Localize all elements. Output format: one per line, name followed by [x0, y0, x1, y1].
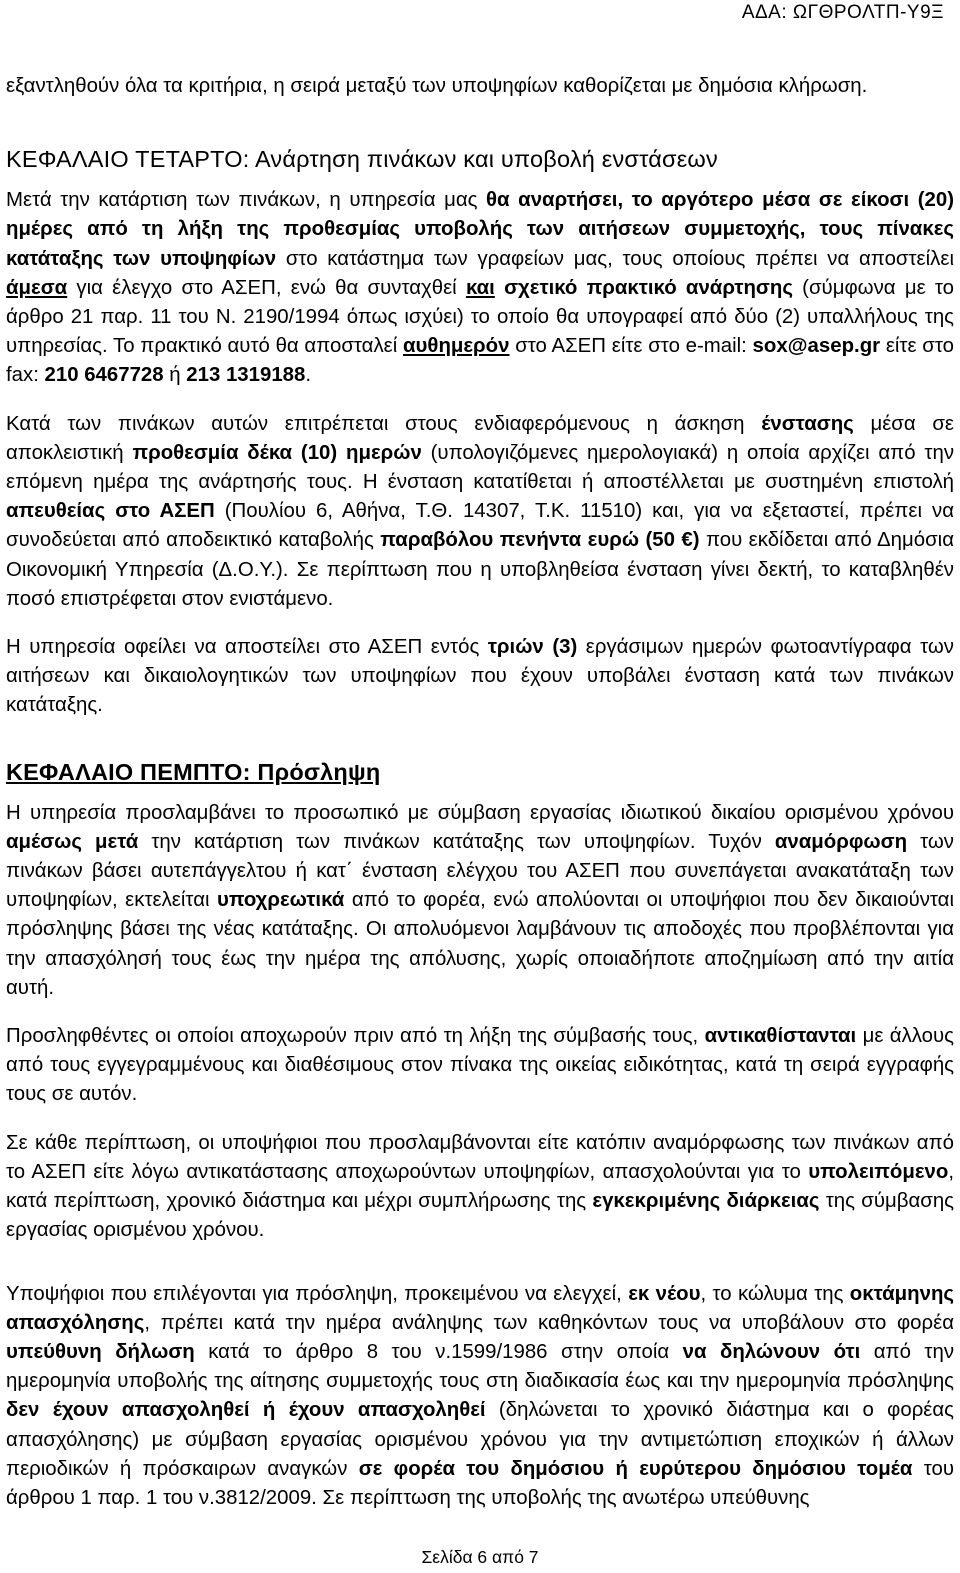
- chapter5-paragraph-1: [6, 799, 954, 1003]
- text-run: (υπολογιζόμενες ημερολογιακά) η οποία αρχίζει από την επόμενη ημέρα της ανάρτησής τους. Η ένσταση κατατίθεται ή αποστέλλεται με συστημένη επιστολή: [6, 441, 955, 494]
- bold-run: ένστασης: [761, 412, 854, 435]
- bold-run: να δηλώνουν ότι: [682, 1340, 861, 1363]
- underline-run: αυθημερόν: [403, 335, 510, 358]
- text-run: , το κώλυμα της: [700, 1282, 850, 1305]
- text-run: , κατά περίπτωση, χρονικό διάστημα και μέχρι συμπλήρωσης της: [6, 1160, 954, 1213]
- underline-run: και: [465, 276, 495, 299]
- text-run: Σε κάθε περίπτωση, οι υποψήφιοι που προσλαμβάνονται είτε κατόπιν αναμόρφωσης των πινάκων από το ΑΣΕΠ είτε λόγω αντικατάστασης αποχωρούντων υποψηφίων, απασχολούνται για το: [6, 1131, 954, 1183]
- text-run: Υποψήφιοι που επιλέγονται για πρόσληψη, προκειμένου να ελεγχεί,: [6, 1282, 629, 1305]
- text-run: Μετά την κατάρτιση των πινάκων, η υπηρεσία μας: [6, 189, 487, 212]
- chapter4-heading: ΚΕΦΑΛΑΙΟ ΤΕΤΑΡΤΟ: Ανάρτηση πινάκων και υποβολή ενστάσεων: [6, 146, 718, 173]
- chapter5-paragraph-4: [6, 1280, 954, 1514]
- text-run: κατά το άρθρο 8 του ν.1599/1986 στην οποία: [194, 1340, 683, 1363]
- text-run: μέσα σε αποκλειστική: [6, 412, 954, 464]
- bold-run: τριών (3): [487, 636, 578, 659]
- text-run: της σύμβασης εργασίας ορισμένου χρόνου.: [6, 1190, 954, 1242]
- bold-run: δεν έχουν απασχοληθεί ή έχουν απασχοληθεί: [6, 1399, 486, 1422]
- bold-run: θα αναρτήσει, το αργότερο μέσα σε είκοσι (20) ημέρες από τη λήξη της προθεσμίας υποβολής των αιτήσεων συμμετοχής, τους πίνακες κατάταξης των υποψηφίων: [6, 189, 954, 270]
- chapter5-heading: ΚΕΦΑΛΑΙΟ ΠΕΜΠΤΟ: Πρόσληψη: [6, 758, 381, 785]
- chapter5-paragraph-2: [6, 1022, 954, 1110]
- text-run: Κατά των πινάκων αυτών επιτρέπεται στους ενδιαφερόμενους η άσκηση: [6, 412, 762, 435]
- text-run: που εκδίδεται από Δημόσια Οικονομική Υπηρεσία (Δ.Ο.Υ.). Σε περίπτωση που η υποβληθείσα ένσταση γίνει δεκτή, το καταβληθέν ποσό επιστρέφεται στον ενιστάμενο.: [6, 529, 954, 610]
- bold-run: προθεσμία δέκα (10) ημερών: [132, 441, 422, 464]
- text-run: , πρέπει κατά την ημέρα ανάληψης των καθηκόντων τους να υποβάλουν στο φορέα: [144, 1311, 954, 1334]
- document-body: [6, 72, 954, 1513]
- bold-run: εκ νέου: [628, 1282, 701, 1305]
- ada-code: ΑΔΑ: ΩΓΘΡΟΛΤΠ-Υ9Ξ: [741, 2, 944, 23]
- bold-run: απευθείας στο ΑΣΕΠ: [6, 500, 215, 523]
- text-run: (σύμφωνα με το άρθρο 21 παρ. 11 του Ν. 2190/1994 όπως ισχύει) το οποίο θα υπογραφεί από δύο (2) υπαλλήλους της υπηρεσίας. Το πρακτικό αυτό θα αποσταλεί: [6, 276, 955, 358]
- text-run: του άρθρου 1 παρ. 1 του ν.3812/2009. Σε περίπτωση της υποβολής της ανωτέρω υπεύθυνης: [6, 1457, 954, 1509]
- text-run: Προσληφθέντες οι οποίοι αποχωρούν πριν από τη λήξη της σύμβασής τους,: [6, 1025, 705, 1048]
- bold-run: εγκεκριμένης διάρκειας: [592, 1190, 820, 1213]
- text-run: με άλλους από τους εγγεγραμμένους και διαθέσιμους στον πίνακα της οικείας ειδικότητας, κατά τη σειρά εγγραφής τους σε αυτόν.: [6, 1025, 954, 1106]
- text-run: (Πουλίου 6, Αθήνα, Τ.Θ. 14307, Τ.Κ. 11510) και, για να εξεταστεί, πρέπει να συνοδεύεται από αποδεικτικό καταβολής: [6, 500, 954, 552]
- bold-run: σχετικό πρακτικό ανάρτησης: [494, 276, 793, 299]
- bold-run: αντικαθίστανται: [704, 1025, 857, 1048]
- text-run: είτε στο fax:: [6, 335, 954, 387]
- text-run: εργάσιμων ημερών φωτοαντίγραφα των αιτήσεων και δικαιολογητικών των υποψηφίων που έχουν υποβάλει ένσταση κατά των πινάκων κατάταξης.: [6, 636, 954, 717]
- bold-run: υπολειπόμενο: [808, 1160, 949, 1183]
- text-run: την κατάρτιση των πινάκων κατάταξης των υποψηφίων. Τυχόν: [138, 830, 775, 853]
- bold-run: σε φορέα του δημόσιου ή ευρύτερου δημόσιου τομέα: [358, 1457, 913, 1480]
- bold-run: αναμόρφωση: [774, 830, 908, 853]
- text-run: των πινάκων βάσει αυτεπάγγελτου ή κατ΄ ένσταση ελέγχου του ΑΣΕΠ που συνεπάγεται ανακατάταξη των υποψηφίων, εκτελείται: [6, 830, 955, 912]
- text-run: για έλεγχο στο ΑΣΕΠ, ενώ θα συνταχθεί: [67, 276, 466, 299]
- bold-run: αμέσως μετά: [6, 830, 139, 853]
- text-run: .: [305, 364, 312, 387]
- email-address: sox@asep.gr: [752, 335, 881, 358]
- intro-paragraph: εξαντληθούν όλα τα κριτήρια, η σειρά μεταξύ των υποψηφίων καθορίζεται με δημόσια κλήρωση.: [6, 75, 868, 97]
- bold-run: υπεύθυνη δήλωση: [6, 1340, 195, 1363]
- chapter4-paragraph-2: [6, 410, 954, 614]
- chapter5-paragraph-3: [6, 1129, 954, 1246]
- text-run: στο ΑΣΕΠ είτε στο e-mail:: [509, 335, 753, 358]
- text-run: στο κατάστημα των γραφείων μας, τους οποίους πρέπει να αποστείλει: [276, 247, 954, 270]
- bold-run: παραβόλου πενήντα ευρώ (50 €): [380, 529, 700, 552]
- text-run: από το φορέα, ενώ απολύονται οι υποψήφιοι που δεν δικαιούνται πρόσληψης βάσει της νέας κατάταξης. Οι απολυόμενοι λαμβάνουν τις αποδοχές που προβλέπονται για την απασχόλησή τους έως την ημέρα της απόλυσης, χωρίς οποιαδήποτε αποζημίωση από την αιτία αυτή.: [6, 889, 955, 999]
- text-run: Η υπηρεσία προσλαμβάνει το προσωπικό με σύμβαση εργασίας ιδιωτικού δικαίου ορισμένου χρόνου: [6, 801, 954, 824]
- underline-run: άμεσα: [6, 276, 68, 299]
- chapter4-paragraph-1: [6, 186, 954, 390]
- fax-number: 210 6467728: [44, 364, 164, 387]
- text-run: (δηλώνεται το χρονικό διάστημα και ο φορέας απασχόλησης) με σύμβαση εργασίας ορισμένου χρόνου για την αντιμετώπιση εποχικών ή άλλων περιοδικών ή πρόσκαιρων αναγκών: [6, 1399, 954, 1480]
- page-number-footer: Σελίδα 6 από 7: [421, 1547, 539, 1567]
- chapter4-paragraph-3: [6, 633, 954, 721]
- text-run: Η υπηρεσία οφείλει να αποστείλει στο ΑΣΕΠ εντός: [6, 636, 488, 659]
- text-run: από την ημερομηνία υποβολής της αίτησης συμμετοχής τους στη διαδικασία έως και την ημερομηνία πρόσληψης: [6, 1340, 955, 1393]
- bold-run: υποχρεωτικά: [217, 889, 345, 912]
- fax-number: 213 1319188: [186, 364, 306, 387]
- bold-run: οκτάμηνης απασχόλησης: [6, 1282, 955, 1334]
- text-run: ή: [163, 364, 187, 387]
